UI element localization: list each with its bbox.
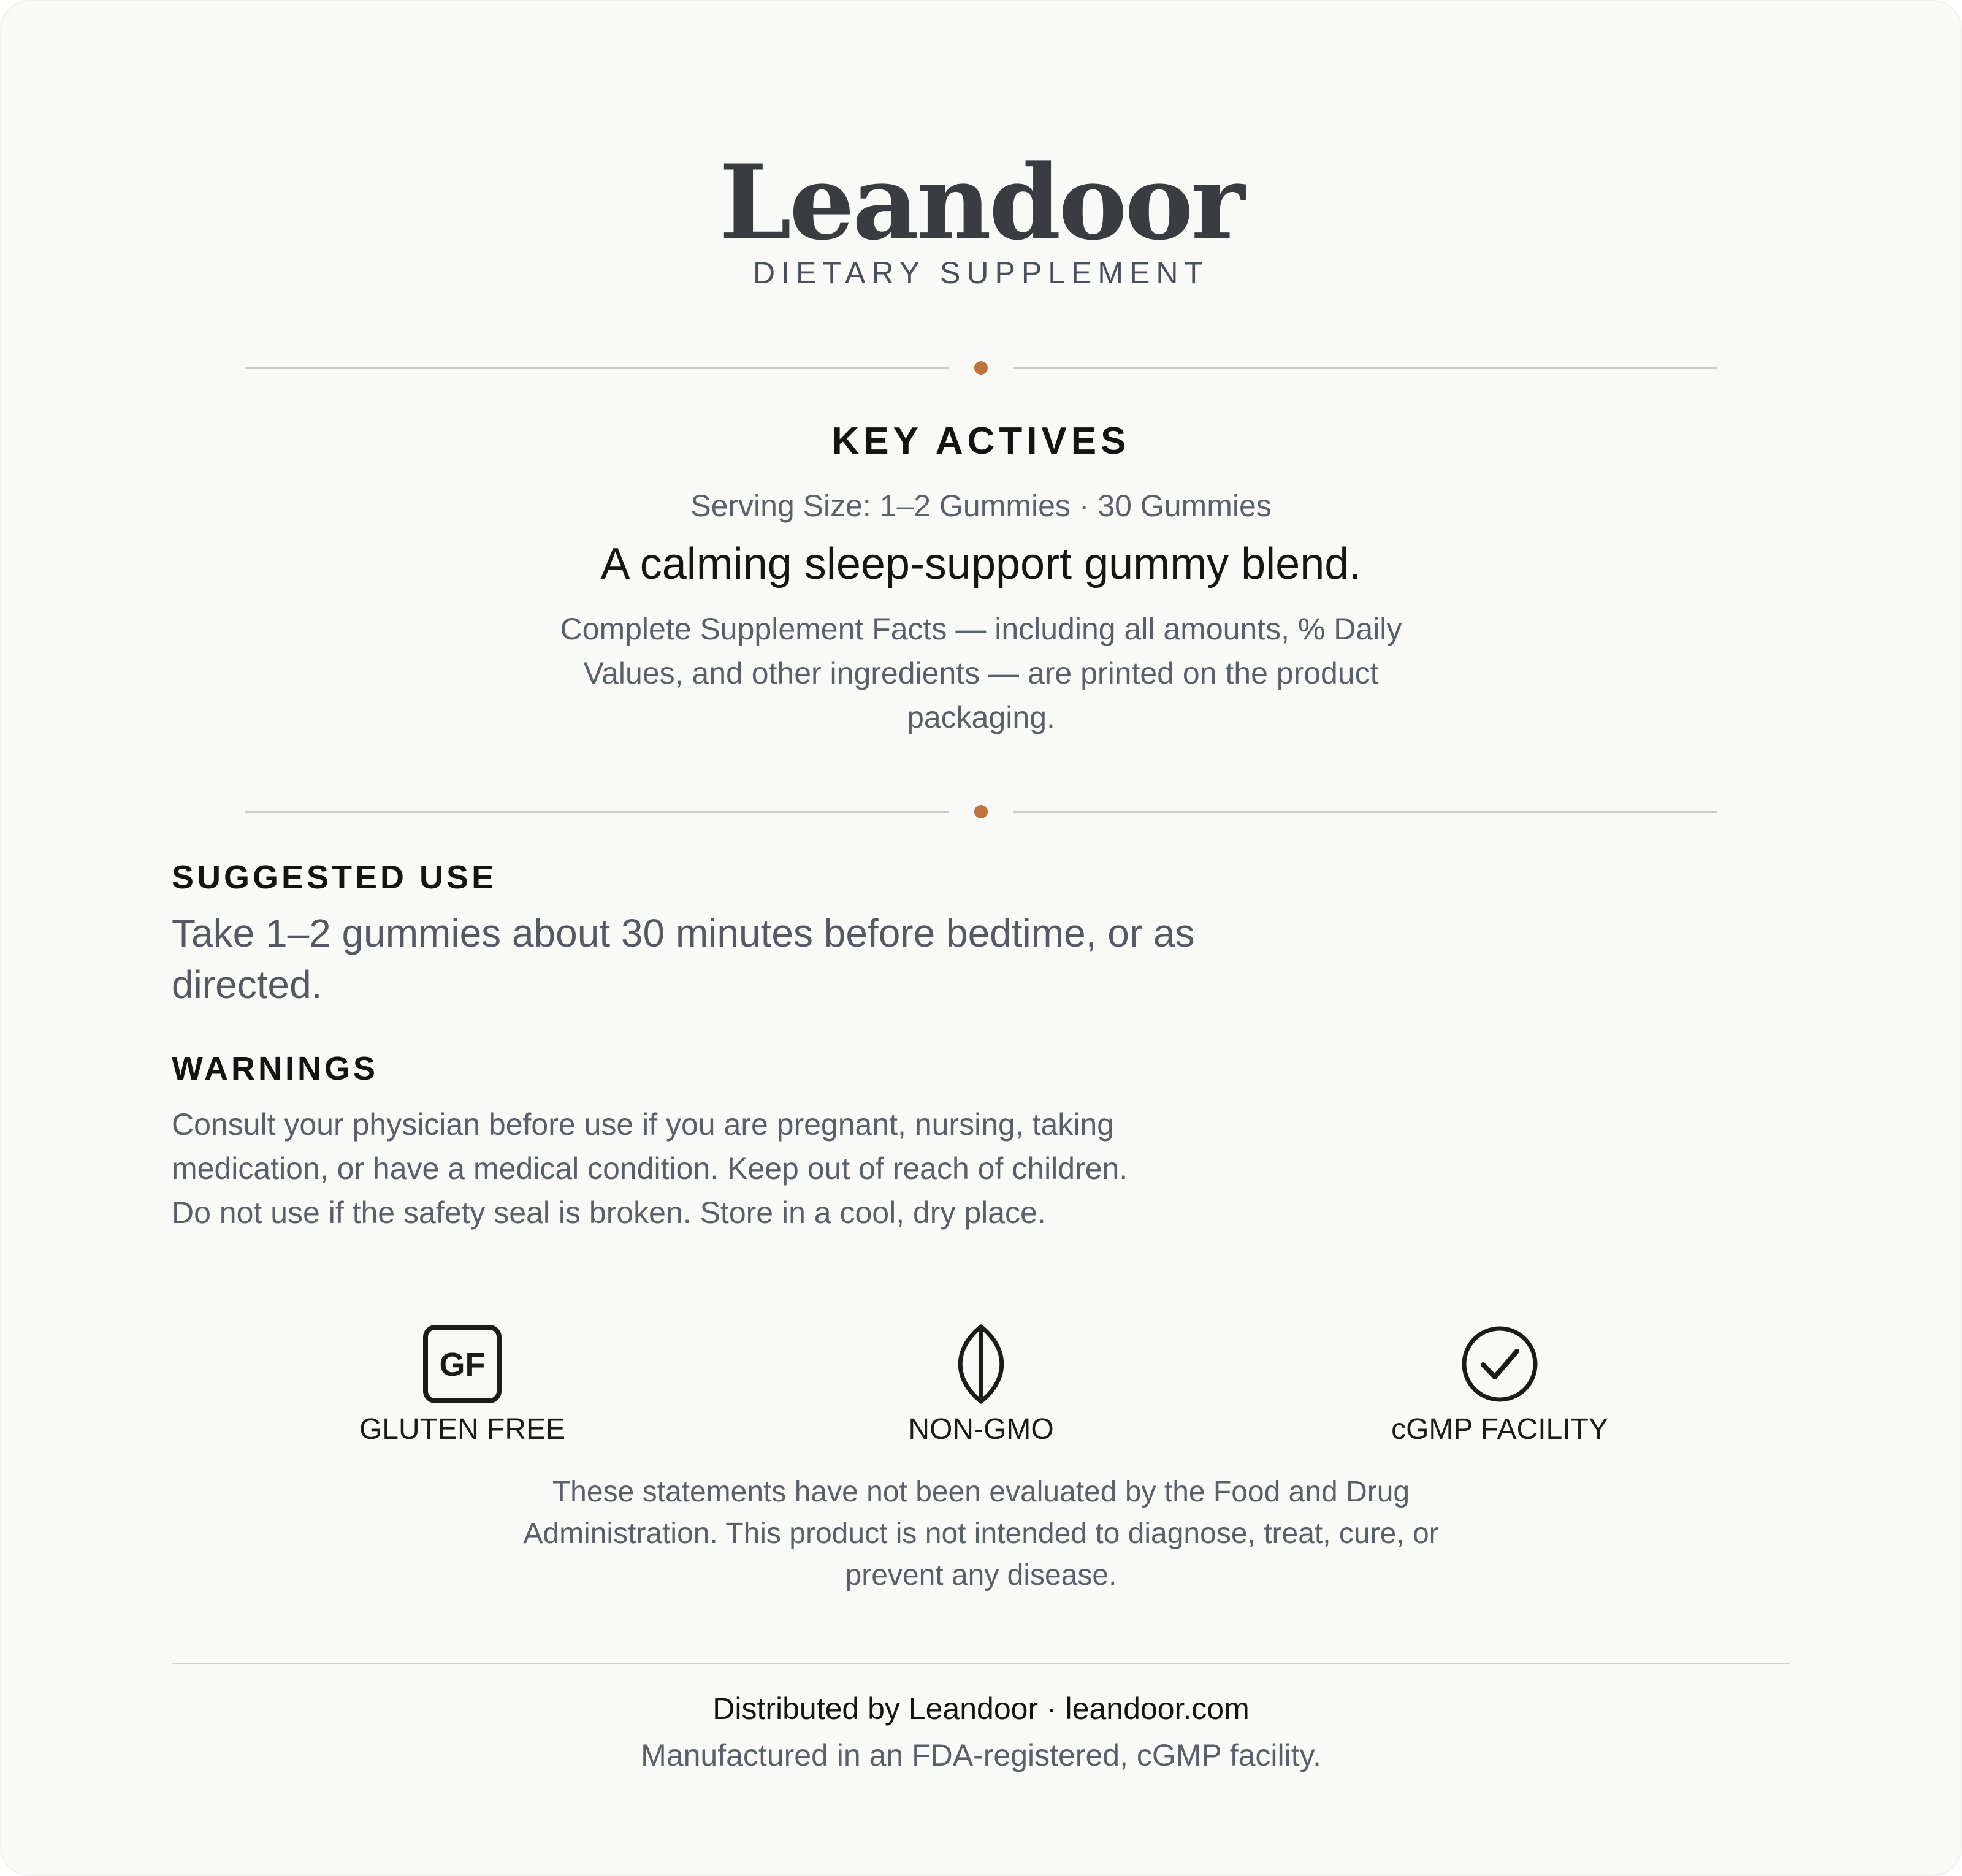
fda-disclaimer: These statements have not been evaluated by the Food and Drug Administration. This product is not intended to diagnose, treat, cure, or prevent any disease. <box>523 1476 1439 1592</box>
brand-subtitle: DIETARY SUPPLEMENT <box>752 256 1210 290</box>
badge-non-gmo <box>797 1324 1165 1448</box>
manufactured-note: Manufactured in an FDA-registered, cGMP facility. <box>641 1738 1321 1772</box>
leaf-icon <box>941 1324 1021 1404</box>
badge-label: GLUTEN FREE <box>359 1413 566 1446</box>
divider-dot <box>974 805 988 818</box>
suggested-use-heading: SUGGESTED USE <box>172 859 497 896</box>
product-tagline: A calming sleep-support gummy blend. <box>600 540 1362 589</box>
brand-name: Leandoor <box>719 142 1243 263</box>
serving-size: Serving Size: 1–2 Gummies · 30 Gummies <box>690 489 1272 523</box>
suggested-use-text: Take 1–2 gummies about 30 minutes before bedtime, or as directed. <box>172 911 1195 1007</box>
key-actives-heading: KEY ACTIVES <box>831 420 1131 462</box>
divider-middle <box>245 806 1717 818</box>
badge-label: cGMP FACILITY <box>1391 1413 1608 1446</box>
supplement-facts-note: Complete Supplement Facts — including all amounts, % Daily Values, and other ingredients — are printed on the product packaging. <box>560 612 1402 734</box>
divider-dot <box>974 361 988 375</box>
gluten-free-icon-text: GF <box>439 1346 486 1383</box>
badge-cgmp <box>1316 1324 1684 1448</box>
badge-label: NON-GMO <box>908 1413 1054 1446</box>
warnings-heading: WARNINGS <box>172 1050 378 1087</box>
divider-top <box>245 362 1717 374</box>
gluten-free-icon <box>422 1324 502 1404</box>
check-circle-icon <box>1460 1324 1540 1404</box>
distributed-by: Distributed by Leandoor · leandoor.com <box>712 1691 1250 1726</box>
badge-gluten-free <box>278 1324 646 1448</box>
warnings-text: Consult your physician before use if you are pregnant, nursing, taking medication, or have a medical condition. Keep out of reach of children. Do not use if the safety seal is broken. Store in a cool, dry place. <box>172 1107 1128 1230</box>
footer-divider <box>172 1663 1790 1664</box>
